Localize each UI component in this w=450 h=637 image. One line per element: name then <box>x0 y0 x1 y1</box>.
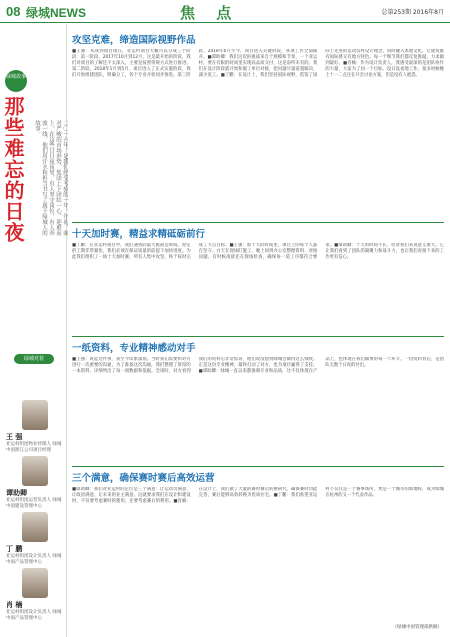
person-title: 亚运村组团设计负责人 绿城中国产品管理中心 <box>6 554 62 565</box>
page-number: 08 <box>6 4 21 19</box>
person-name: 王 强 <box>6 433 23 441</box>
feature-title: 那些难忘的日夜 <box>1 96 25 243</box>
section-divider <box>72 336 444 337</box>
person-card <box>6 456 62 510</box>
person-title: 亚运村组团运营负责人 绿城中国建设管理中心 <box>6 498 62 509</box>
person-title: 亚运村组团物业经理人 绿城中国浙江公司项目经理 <box>6 442 62 453</box>
person-card <box>6 512 62 566</box>
section-name: 绿城NEWS <box>26 6 87 20</box>
section-body: ■王强：说起这件事，我至今印象深刻。当时我们需要和对方进行一次重要的沟通，为了准备这次沟通，我们整理了厚厚的一本资料，详细列出了每一项数据和依据。会谈时，对方看到我们的资料后非常惊讶，他们说没想到绿城会做得这么细致。正是这份专业精神，最终打动了对方，也为项目赢得了支持。■谭助卿：绿城一直以来都强调专业和品质，这不仅体现在产品上，也体现在我们做事的每一个环节。一份资料背后，是团队无数个日夜的付出。 <box>72 357 444 374</box>
issue-info: 总第253期 2016年8月 <box>381 9 444 16</box>
person-card <box>6 568 62 622</box>
source-credit: （绿城中国管理部供稿） <box>392 625 442 630</box>
person-photo <box>22 400 48 430</box>
article-section <box>72 226 444 339</box>
person-name: 肖 楠 <box>6 601 23 609</box>
person-photo <box>22 568 48 598</box>
person-title: 亚运村组团设计负责人 绿城中国产品管理中心 <box>6 610 62 621</box>
person-name: 谭助卿 <box>6 489 27 497</box>
section-body: ■谭助卿：我们对亚运村的定位是三个满意：让运动员满意、让政府满意、让未来的业主满意。这就要求我们在设计和建设时，不仅要考虑赛时的使用，还要考虑赛后的利用。■肖楠：在设计上，我们做了大量的赛时赛后转换研究，确保赛时功能完善，赛后能够高效转换为优质住宅。■丁鹏：我们希望亚运村不仅仅是一个赛事场所，更是一个城市的新地标，成为绿城在杭州的又一个代表作品。 <box>72 487 444 504</box>
person-photo <box>22 512 48 542</box>
section-body: ■丁鹏：在亚运村项目中，我们遇到的最大挑战是时间。原定的工期非常紧张，我们必须在保证质量的前提下加快进度。为此我们组织了一场十天加时赛，所有人集中攻坚，终于按时完成了节点目标。■王强：那十天的时间里，项目上的每个人都在坚守。白天在现场盯施工，晚上回到办公室整理资料、对接问题。有时候凌晨还在现场检查，确保每一道工序都符合要求。■谭助卿：十天的时间不长，但对我们来说意义重大。它让我们看到了团队的凝聚力和战斗力，也让我们对接下来的工作更有信心。 <box>72 243 444 260</box>
article-section <box>72 340 444 467</box>
story-badge: 绿城故事 <box>5 70 27 92</box>
person-name: 丁 鹏 <box>6 545 23 553</box>
section-title: 三个满意，确保赛时赛后高效运营 <box>72 473 215 484</box>
tag-badge: 绿城对着 <box>14 354 54 364</box>
person-photo <box>22 456 48 486</box>
section-divider <box>72 222 444 223</box>
article-section <box>72 470 444 627</box>
section-title: 一纸资料，专业精神感动对手 <box>72 343 196 354</box>
section-divider <box>72 466 444 467</box>
person-card <box>6 400 62 454</box>
banner-title: 焦 点 <box>180 4 240 22</box>
intro-text: 二〇一六年，是我们经受考验的一年。年初，面对严峻的市场形势，集团上下团结一心、迎难而上。在这些日日夜夜里，有人坚守岗位，有人奔波一线，他们用汗水和担当书写了属于绿城人的故事。 <box>34 120 68 236</box>
section-title: 攻坚克难，缔造国际视野作品 <box>72 35 196 46</box>
article-section <box>72 32 444 225</box>
page-header <box>0 0 450 23</box>
section-title: 十天加时赛，精益求精砥砺前行 <box>72 229 206 240</box>
section-body: ■王强：从我到项目现在，亚运村项目大概可以分成三个阶段：第一阶段，2017年10月到12月，这是最开始的阶段，我们对项目的了解还不太深入，主要是按照常规方式进行推进。第二阶段，2018年1月到5月，项目进入了正式实施阶段，我们开始组建团队，明确分工，各个专业开始同步推进。第三阶段，2018年6月至今，项目进入关键阶段，各项工作全面铺开。■谭助卿：我们这次的挑战来自于规模和节奏，一个亚运村，要在有限的时间里实现高品质交付，这是前所未有的。我们在设计阶段就开始和施工单位对接，把问题尽量前置解决，减少返工。■丁鹏：在设计上，我们坚持国际视野，借鉴了国际上先进的运动员村设计理念，同时融入本地文化，让建筑既有国际感又有地方特色。每一个细节我们都反复推敲，力求做到最好。■肖楠：作为设计负责人，我感受最深的是团队协作的力量，大家为了同一个目标，没日没夜地工作。很多时候晚上十一二点还在开会讨论方案，但是没有人抱怨。 <box>72 49 444 78</box>
